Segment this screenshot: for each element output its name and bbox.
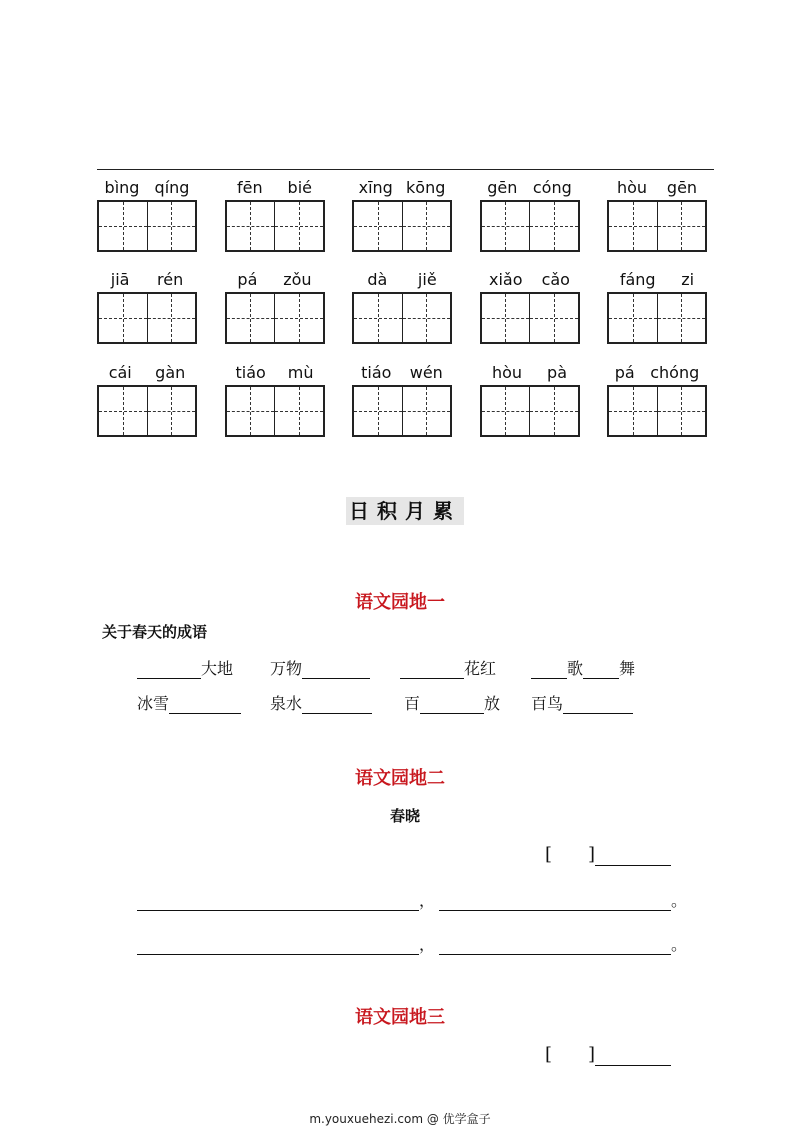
heading-rijiyuelei: 日积月累 — [346, 497, 464, 525]
pinyin-syllable: fáng — [619, 270, 656, 289]
writing-cell[interactable] — [354, 387, 402, 435]
tianzige-box[interactable] — [480, 200, 580, 252]
pinyin-syllable: tiáo — [235, 363, 266, 382]
tianzige-box[interactable] — [352, 385, 452, 437]
word-item — [607, 361, 707, 437]
section-title-2: 语文园地二 — [355, 768, 445, 789]
word-item — [225, 361, 325, 437]
writing-cell[interactable] — [99, 387, 147, 435]
word-item — [480, 361, 580, 437]
writing-cell[interactable] — [227, 387, 275, 435]
pinyin-syllable: xīng — [358, 178, 393, 197]
writing-cell[interactable] — [147, 202, 196, 250]
writing-cell[interactable] — [402, 387, 451, 435]
tianzige-box[interactable] — [480, 385, 580, 437]
pinyin-row — [97, 361, 707, 437]
writing-cell[interactable] — [402, 202, 451, 250]
writing-cell[interactable] — [609, 387, 657, 435]
idiom-4: 歌 舞 — [531, 656, 635, 679]
pinyin-syllable: dà — [367, 270, 388, 289]
writing-cell[interactable] — [99, 202, 147, 250]
tianzige-box[interactable] — [225, 292, 325, 344]
pinyin-syllable: zǒu — [283, 270, 312, 289]
pinyin-syllable: gēn — [666, 178, 698, 197]
pinyin-syllable: gàn — [155, 363, 186, 382]
pinyin-syllable: kōng — [406, 178, 446, 197]
pinyin-syllable: pá — [614, 363, 635, 382]
pinyin-syllable: cǎo — [541, 270, 570, 289]
tianzige-box[interactable] — [225, 200, 325, 252]
section-title-1: 语文园地一 — [355, 592, 445, 613]
footer-source: m.youxuehezi.com @ 优学盒子 — [309, 1112, 491, 1126]
word-item — [480, 268, 580, 344]
writing-cell[interactable] — [482, 387, 530, 435]
pinyin-syllable: bìng — [104, 178, 140, 197]
pinyin-syllable: tiáo — [361, 363, 392, 382]
writing-cell[interactable] — [482, 294, 530, 342]
writing-cell[interactable] — [482, 202, 530, 250]
writing-cell[interactable] — [99, 294, 147, 342]
word-item — [97, 361, 197, 437]
pinyin-syllable: mù — [287, 363, 314, 382]
pinyin-syllable: zi — [681, 270, 695, 289]
pinyin-syllable: qíng — [154, 178, 190, 197]
tianzige-box[interactable] — [607, 292, 707, 344]
pinyin-syllable: wén — [409, 363, 443, 382]
idiom-5: 冰雪 — [137, 691, 241, 714]
word-item — [97, 176, 197, 252]
writing-cell[interactable] — [274, 294, 323, 342]
tianzige-box[interactable] — [352, 200, 452, 252]
idiom-row-1 — [137, 656, 677, 678]
tianzige-box[interactable] — [607, 200, 707, 252]
pinyin-syllable: gēn — [487, 178, 518, 197]
writing-cell[interactable] — [529, 294, 578, 342]
idiom-2: 万物 — [270, 656, 370, 679]
idiom-row-2 — [137, 691, 677, 713]
writing-cell[interactable] — [609, 202, 657, 250]
writing-cell[interactable] — [529, 387, 578, 435]
pinyin-syllable: bié — [287, 178, 312, 197]
tianzige-box[interactable] — [97, 292, 197, 344]
writing-cell[interactable] — [657, 294, 706, 342]
writing-cell[interactable] — [147, 387, 196, 435]
pinyin-syllable: hòu — [616, 178, 648, 197]
poem-title: 春晓 — [389, 807, 420, 825]
section-title-3: 语文园地三 — [355, 1007, 445, 1028]
tianzige-box[interactable] — [97, 200, 197, 252]
pinyin-syllable: chóng — [650, 363, 700, 382]
pinyin-row — [97, 268, 707, 344]
idiom-1: 大地 — [137, 656, 233, 679]
word-item — [97, 268, 197, 344]
idiom-7: 百 放 — [404, 694, 501, 713]
writing-cell[interactable] — [274, 387, 323, 435]
writing-cell[interactable] — [657, 202, 706, 250]
pinyin-syllable: cóng — [532, 178, 572, 197]
word-item — [352, 268, 452, 344]
author-bracket-line: [ ] — [545, 840, 671, 866]
pinyin-syllable: pà — [547, 363, 567, 382]
poem-line-1: ， 。 — [137, 888, 687, 911]
pinyin-syllable: xiǎo — [489, 270, 523, 289]
word-item — [225, 268, 325, 344]
pinyin-syllable: rén — [157, 270, 184, 289]
word-item — [607, 268, 707, 344]
idiom-8: 百鸟 — [531, 691, 633, 714]
tianzige-box[interactable] — [225, 385, 325, 437]
word-item — [225, 176, 325, 252]
writing-cell[interactable] — [147, 294, 196, 342]
word-item — [352, 361, 452, 437]
writing-cell[interactable] — [354, 294, 402, 342]
word-item — [480, 176, 580, 252]
tianzige-box[interactable] — [352, 292, 452, 344]
poem-line-2: ， 。 — [137, 932, 687, 955]
writing-cell[interactable] — [657, 387, 706, 435]
subhead-spring-idioms: 关于春天的成语 — [102, 623, 208, 641]
pinyin-syllable: cái — [108, 363, 132, 382]
idiom-6: 泉水 — [270, 691, 372, 714]
word-item — [352, 176, 452, 252]
pinyin-syllable: hòu — [491, 363, 523, 382]
author-bracket-line-3: [ ] — [545, 1040, 671, 1066]
pinyin-syllable: jiě — [417, 270, 437, 289]
word-item — [607, 176, 707, 252]
writing-cell[interactable] — [274, 202, 323, 250]
pinyin-syllable: jiā — [110, 270, 130, 289]
writing-cell[interactable] — [354, 202, 402, 250]
writing-cell[interactable] — [402, 294, 451, 342]
pinyin-row — [97, 176, 707, 252]
top-rule — [97, 169, 714, 170]
writing-cell[interactable] — [529, 202, 578, 250]
pinyin-syllable: pá — [237, 270, 258, 289]
tianzige-box[interactable] — [607, 385, 707, 437]
writing-cell[interactable] — [227, 202, 275, 250]
writing-cell[interactable] — [609, 294, 657, 342]
tianzige-box[interactable] — [97, 385, 197, 437]
idiom-3: 花红 — [400, 656, 496, 679]
writing-cell[interactable] — [227, 294, 275, 342]
tianzige-box[interactable] — [480, 292, 580, 344]
pinyin-syllable: fēn — [236, 178, 263, 197]
